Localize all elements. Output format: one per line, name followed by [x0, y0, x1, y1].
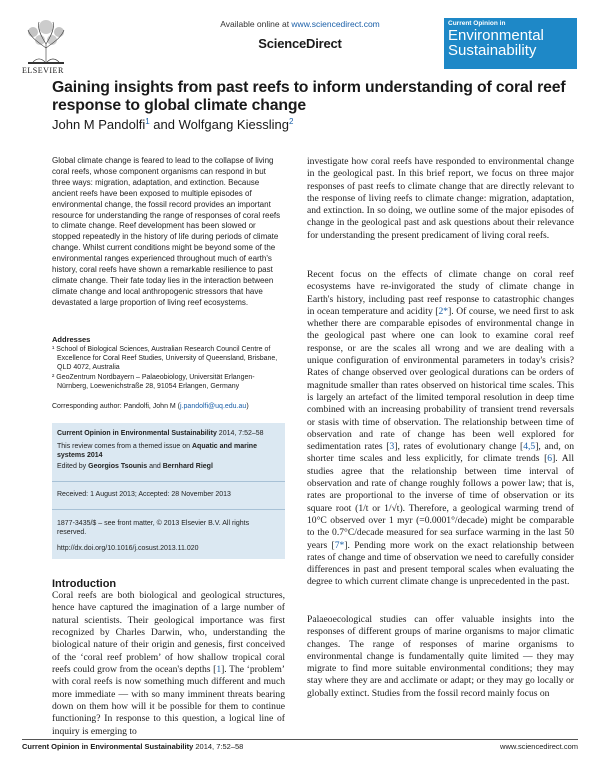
p2-text-d: ], and, on shorter time scales and less explicitly, for climate trends [	[307, 441, 575, 465]
p2-text-e: ]. All studies agree that the relationship between time interval of observation and rate of change roughly follows a power law; that is, rates are proportional to the inverse of time of observation or its square root (1/t or 1/√t). Therefore, a geological warming trend of 10°C observed over 1 myr (=0.0001°/decade) might be comparable to the 0.7°C/decade measured for sea surface warming in the last 50 years [	[307, 453, 574, 551]
info-themed-issue	[57, 442, 279, 461]
right-p3-text: Palaeoecological studies can offer valuable insights into the responses of different groups of marine organisms to major climatic changes. The range of responses of marine organisms to environmental change is fundamentally quite limited — they may migrate to find more suitable environmental conditions; they may stay where they are and acclimate or adapt; or they may go locally or globally extinct. Studies from the fossil record mainly focus on	[307, 614, 574, 699]
info-journal-name: Current Opinion in Environmental Sustainability	[57, 430, 217, 437]
footer-site: www.sciencedirect.com	[500, 742, 578, 751]
p2-text-a: Recent focus on the effects of climate change on coral reef ecosystems have re-invigorated the study of climate change in Earth's history, including past reef response to catastrophic changes in ocean temperature and acidity [	[307, 269, 574, 317]
info-doi-link[interactable]: http://dx.doi.org/10.1016/j.cosust.2013.11.020	[57, 545, 199, 552]
intro-ref-1[interactable]: 1	[216, 664, 222, 676]
p2-text-f: ]. Pending more work on the exact relationship between rates of change and time of observation we need to carefully consider differences in past and present temporal scales when evaluating the degree to which current climate change is unprecedented in the past.	[307, 539, 574, 588]
available-prefix: Available online at	[220, 19, 292, 29]
corresponding-suffix: )	[246, 403, 249, 410]
right-p1-text: investigate how coral reefs have responded to environmental change in the geological past. In this brief report, we focus on three major responses of past reefs to climate change that are directly relevant to the response of living reefs to climate change: migration, adaptation, and extinction. In so doing, we outline some of the major episodes of change in the geological past and ask questions about their relevance for understanding the present predicament of living coral reefs.	[307, 156, 574, 241]
journal-banner-line2: Sustainability	[448, 42, 537, 59]
footer-journal	[22, 742, 243, 751]
author-2-affiliation[interactable]: 2	[288, 117, 294, 126]
corresponding-author	[52, 402, 284, 411]
intro-text-b: ]. The ‘problem’ with coral reefs is now something much different and much more immediate — with so many imminent threats bearing down on them how will it be possible for them to continue functioning? In response to this question, a logical line of inquiry is emerging to	[52, 664, 286, 737]
abstract: Global climate change is feared to lead to the collapse of living coral reefs, whose component organisms can respond in but three ways: migration, adaptation, and extinction. Because ancient reefs have been exposed to multiple episodes of environmental change, the fossil record provides an important resource for understanding the range of responses of coral reefs to climate change. Reef development has been slowed or stopped repeatedly in the history of life during periods of climate change. Whilst current conditions might be beyond some of the environmental ranges experienced throughout much of earth's history, coral reefs have shown a remarkable resilience to past climate change. Their fate today lies in the interaction between climate change and local anthropogenic stressors that have devastated a large proportion of living reef ecosystems.	[52, 156, 281, 307]
info-editors-and: and	[147, 463, 163, 470]
info-editors	[57, 462, 279, 471]
author-and: and	[149, 117, 179, 132]
author-2: Wolfgang Kiessling	[178, 117, 289, 132]
info-themed-prefix: This review comes from a themed issue on	[57, 443, 192, 450]
footer-journal-name: Current Opinion in Environmental Sustainability	[22, 742, 194, 751]
info-themed-name: Aquatic and marine systems 2014	[57, 443, 257, 460]
introduction-heading: Introduction	[52, 578, 117, 590]
info-edited-prefix: Edited by	[57, 463, 89, 470]
corresponding-prefix: Corresponding author: Pandolfi, John M (	[52, 403, 181, 410]
sciencedirect-link[interactable]: www.sciencedirect.com	[291, 19, 380, 29]
journal-banner-line0: Current Opinion in	[448, 20, 506, 27]
article-title: Gaining insights from past reefs to inform understanding of coral reef response to global climate change	[52, 79, 566, 114]
corresponding-email-link[interactable]: j.pandolfi@uq.edu.au	[180, 403, 247, 410]
introduction-paragraph	[52, 590, 285, 738]
ref-3[interactable]: 3	[389, 441, 395, 453]
footer-journal-vol: 2014, 7:52–58	[193, 742, 244, 751]
right-paragraph-3	[307, 614, 574, 700]
journal-banner-line1: Environmental	[448, 27, 544, 44]
info-journal-ref	[57, 429, 279, 438]
addresses-heading: Addresses	[52, 335, 91, 344]
info-editor-2: Bernhard Riegl	[162, 463, 213, 470]
right-p2-text	[307, 269, 574, 589]
ref-7[interactable]: 7*	[334, 539, 345, 551]
right-paragraph-1	[307, 156, 574, 242]
publisher-name: ELSEVIER	[22, 66, 64, 75]
info-divider-1	[52, 481, 285, 482]
p2-text-c: ], rates of evolutionary change [	[394, 441, 524, 453]
info-received: Received: 1 August 2013; Accepted: 28 November 2013	[57, 491, 231, 498]
footer-rule	[22, 739, 578, 740]
ref-2[interactable]: 2*	[438, 305, 449, 317]
author-1-affiliation[interactable]: 1	[145, 117, 150, 126]
info-issn: 1877-3435/$ – see front matter, © 2013 Elsevier B.V. All rights reserved.	[57, 520, 250, 537]
article-info-box	[52, 423, 285, 559]
availability-line	[200, 19, 400, 29]
info-divider-2	[52, 509, 285, 510]
addresses	[52, 345, 284, 391]
info-editor-1: Georgios Tsounis	[88, 463, 148, 470]
author-1: John M Pandolfi	[52, 117, 146, 132]
sciencedirect-wordmark: ScienceDirect	[258, 36, 342, 51]
ref-4-5[interactable]: 4,5	[523, 441, 536, 453]
journal-banner	[444, 18, 577, 69]
author-list	[52, 117, 572, 132]
info-journal-vol: 2014, 7:52–58	[216, 430, 264, 437]
right-paragraph-2	[307, 269, 574, 589]
address-1: ¹ School of Biological Sciences, Australian Research Council Centre of Excellence for Coral Reef Studies, University of Queensland, Brisbane, QLD 4072, Australia	[52, 346, 278, 372]
intro-text-a: Coral reefs are both biological and geological structures, hence have captured the imagination of a large number of natural scientists. Their geological importance was first recognized by Charles Darwin, who, understanding the biological nature of their origin and genesis, first conceived of the ‘coral reef problem’ of how shallow tropical coral reefs could grow from the ocean's depths [	[52, 590, 285, 676]
p2-text-b: ]. Of course, we need first to ask whether there are comparable episodes of environmental change in the geological past where one can look to examine coral reef response, or are the scales all wrong and we are dealing with a unique configuration of environmental parameters in today's crisis? Rates of change observed over geological durations can be orders of magnitude smaller than rates observed on historical time scales. This is largely an artefact of the limited temporal resolution in deep time combined with an increasing probability of transient trend reversals or stasis with time of observation. The relationship between time of observation and rate of change has been well explored for sedimentation rates [	[307, 305, 574, 453]
ref-6[interactable]: 6	[547, 453, 553, 465]
address-2: ² GeoZentrum Nordbayern – Palaeobiology, Universität Erlangen-Nürnberg, Loewenichstraße 28, 91054 Erlangen, Germany	[52, 373, 255, 390]
